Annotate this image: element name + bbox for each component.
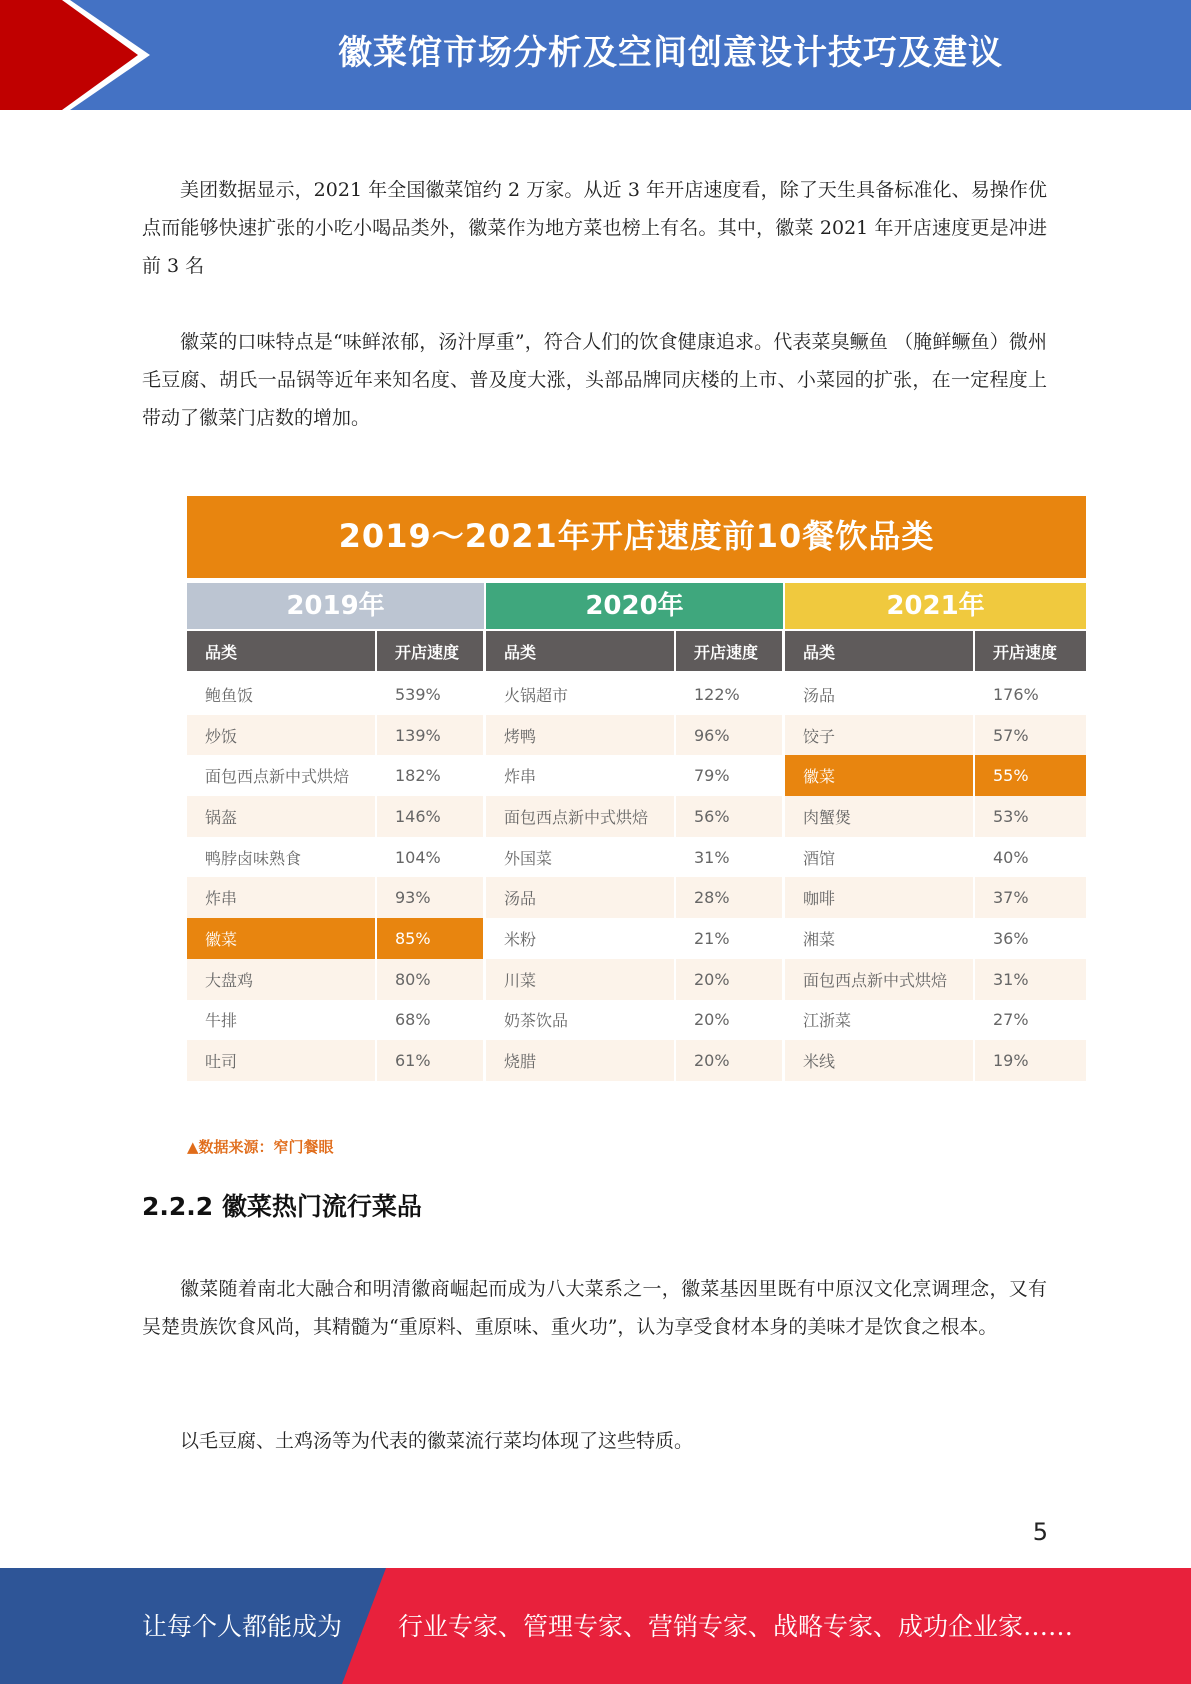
category-cell: 汤品 — [785, 674, 973, 715]
category-cell: 米线 — [785, 1040, 973, 1081]
column-header-category: 品类 — [187, 631, 375, 671]
paragraph-flavor: 徽菜的口味特点是“味鲜浓郁，汤汁厚重”，符合人们的饮食健康追求。代表菜臭鳜鱼 （腌鲜鳜鱼）微州毛豆腐、胡氏一品锅等近年来知名度、普及度大涨，头部品牌同庆楼的上市、小菜园的扩张，在一定程度上带动了徽菜门店数的增加。 — [142, 331, 1047, 429]
table-row — [187, 755, 483, 796]
table-title: 2019～2021年开店速度前10餐饮品类 — [187, 496, 1086, 578]
year-2020-header: 2020年 — [486, 583, 783, 629]
table-row — [187, 674, 483, 715]
rate-cell: 36% — [975, 918, 1086, 959]
rate-cell: 139% — [377, 715, 483, 756]
paragraph-dishes: 以毛豆腐、土鸡汤等为代表的徽菜流行菜均体现了这些特质。 — [180, 1430, 694, 1452]
table-row — [785, 959, 1086, 1000]
table-row — [187, 877, 483, 918]
table-row — [187, 959, 483, 1000]
rate-cell: 79% — [676, 755, 782, 796]
rate-cell: 68% — [377, 1000, 483, 1041]
category-cell: 外国菜 — [486, 837, 674, 878]
rate-cell: 539% — [377, 674, 483, 715]
rate-cell: 37% — [975, 877, 1086, 918]
rate-cell: 19% — [975, 1040, 1086, 1081]
category-cell: 徽菜 — [785, 755, 973, 796]
page-footer — [0, 1568, 1191, 1684]
category-cell: 面包西点新中式烘焙 — [486, 796, 674, 837]
table-row — [785, 755, 1086, 796]
category-cell: 烤鸭 — [486, 715, 674, 756]
rate-cell: 21% — [676, 918, 782, 959]
rate-cell: 176% — [975, 674, 1086, 715]
category-cell: 汤品 — [486, 877, 674, 918]
footer-slogan-right: 行业专家、管理专家、营销专家、战略专家、成功企业家…… — [398, 1612, 1074, 1641]
column-header-rate: 开店速度 — [975, 631, 1086, 671]
table-row — [486, 918, 782, 959]
year-2019-header: 2019年 — [187, 583, 484, 629]
paragraph-history: 徽菜随着南北大融合和明清徽商崛起而成为八大菜系之一，徽菜基因里既有中原汉文化烹调理念，又有吴楚贵族饮食风尚，其精髓为“重原料、重原味、重火功”，认为享受食材本身的美味才是饮食之根本。 — [142, 1278, 1047, 1338]
category-cell: 锅盔 — [187, 796, 375, 837]
category-cell: 烧腊 — [486, 1040, 674, 1081]
rate-cell: 53% — [975, 796, 1086, 837]
rate-cell: 31% — [975, 959, 1086, 1000]
category-cell: 鸭脖卤味熟食 — [187, 837, 375, 878]
table-row — [486, 715, 782, 756]
category-cell: 大盘鸡 — [187, 959, 375, 1000]
table-row — [486, 1040, 782, 1081]
data-source-note: ▲数据来源：窄门餐眼 — [187, 1138, 334, 1156]
rate-cell: 20% — [676, 1000, 782, 1041]
table-row — [785, 715, 1086, 756]
table-row — [187, 715, 483, 756]
table-row — [486, 837, 782, 878]
column-header-rate: 开店速度 — [377, 631, 483, 671]
rate-cell: 27% — [975, 1000, 1086, 1041]
category-cell: 湘菜 — [785, 918, 973, 959]
table-row — [785, 1040, 1086, 1081]
table-header-row — [785, 631, 1086, 673]
paragraph-intro: 美团数据显示，2021 年全国徽菜馆约 2 万家。从近 3 年开店速度看，除了天生具备标准化、易操作优点而能够快速扩张的小吃小喝品类外，徽菜作为地方菜也榜上有名。其中，徽菜 2021 年开店速度更是冲进前 3 名 — [142, 179, 1047, 277]
table-row — [486, 674, 782, 715]
rate-cell: 80% — [377, 959, 483, 1000]
table-header-row — [187, 631, 483, 673]
header-title: 徽菜馆市场分析及空间创意设计技巧及建议 — [338, 33, 1003, 73]
table-row — [486, 755, 782, 796]
column-header-category: 品类 — [785, 631, 973, 671]
rate-cell: 93% — [377, 877, 483, 918]
rate-cell: 57% — [975, 715, 1086, 756]
table-row — [187, 918, 483, 959]
category-cell: 炸串 — [486, 755, 674, 796]
column-header-rate: 开店速度 — [676, 631, 782, 671]
category-cell: 米粉 — [486, 918, 674, 959]
rate-cell: 146% — [377, 796, 483, 837]
table-row — [187, 1000, 483, 1041]
year-2021-header: 2021年 — [785, 583, 1086, 629]
category-cell: 面包西点新中式烘焙 — [785, 959, 973, 1000]
year-block-2 — [785, 631, 1086, 1081]
table-row — [486, 877, 782, 918]
table-row — [187, 837, 483, 878]
rate-cell: 28% — [676, 877, 782, 918]
page-header — [0, 0, 1191, 110]
table-row — [187, 1040, 483, 1081]
table-row — [486, 959, 782, 1000]
table-row — [785, 1000, 1086, 1041]
table-row — [486, 1000, 782, 1041]
category-cell: 炒饭 — [187, 715, 375, 756]
category-cell: 吐司 — [187, 1040, 375, 1081]
table-row — [785, 918, 1086, 959]
table-row — [486, 796, 782, 837]
column-header-category: 品类 — [486, 631, 674, 671]
category-cell: 鲍鱼饭 — [187, 674, 375, 715]
rate-cell: 85% — [377, 918, 483, 959]
category-cell: 面包西点新中式烘焙 — [187, 755, 375, 796]
category-cell: 徽菜 — [187, 918, 375, 959]
category-cell: 川菜 — [486, 959, 674, 1000]
year-block-0 — [187, 631, 483, 1081]
table-row — [785, 877, 1086, 918]
section-title: 2.2.2 徽菜热门流行菜品 — [142, 1192, 422, 1221]
rate-cell: 31% — [676, 837, 782, 878]
table-row — [187, 796, 483, 837]
category-cell: 咖啡 — [785, 877, 973, 918]
category-cell: 奶茶饮品 — [486, 1000, 674, 1041]
rate-cell: 182% — [377, 755, 483, 796]
category-cell: 江浙菜 — [785, 1000, 973, 1041]
category-cell: 酒馆 — [785, 837, 973, 878]
year-header-row — [187, 583, 1086, 629]
category-cell: 火锅超市 — [486, 674, 674, 715]
table-row — [785, 796, 1086, 837]
category-cell: 饺子 — [785, 715, 973, 756]
category-cell: 肉蟹煲 — [785, 796, 973, 837]
footer-slogan-left: 让每个人都能成为 — [142, 1612, 343, 1641]
rate-cell: 20% — [676, 1040, 782, 1081]
rate-cell: 56% — [676, 796, 782, 837]
rate-cell: 20% — [676, 959, 782, 1000]
ranking-table-grid — [187, 631, 1086, 1081]
rate-cell: 96% — [676, 715, 782, 756]
header-arrow-icon — [0, 0, 150, 110]
category-cell: 炸串 — [187, 877, 375, 918]
rate-cell: 61% — [377, 1040, 483, 1081]
category-cell: 牛排 — [187, 1000, 375, 1041]
table-row — [785, 674, 1086, 715]
table-row — [785, 837, 1086, 878]
rate-cell: 122% — [676, 674, 782, 715]
page-number: 5 — [1032, 1518, 1048, 1546]
rate-cell: 40% — [975, 837, 1086, 878]
rate-cell: 104% — [377, 837, 483, 878]
ranking-table-figure — [187, 496, 1086, 1081]
year-block-1 — [486, 631, 782, 1081]
table-header-row — [486, 631, 782, 673]
rate-cell: 55% — [975, 755, 1086, 796]
